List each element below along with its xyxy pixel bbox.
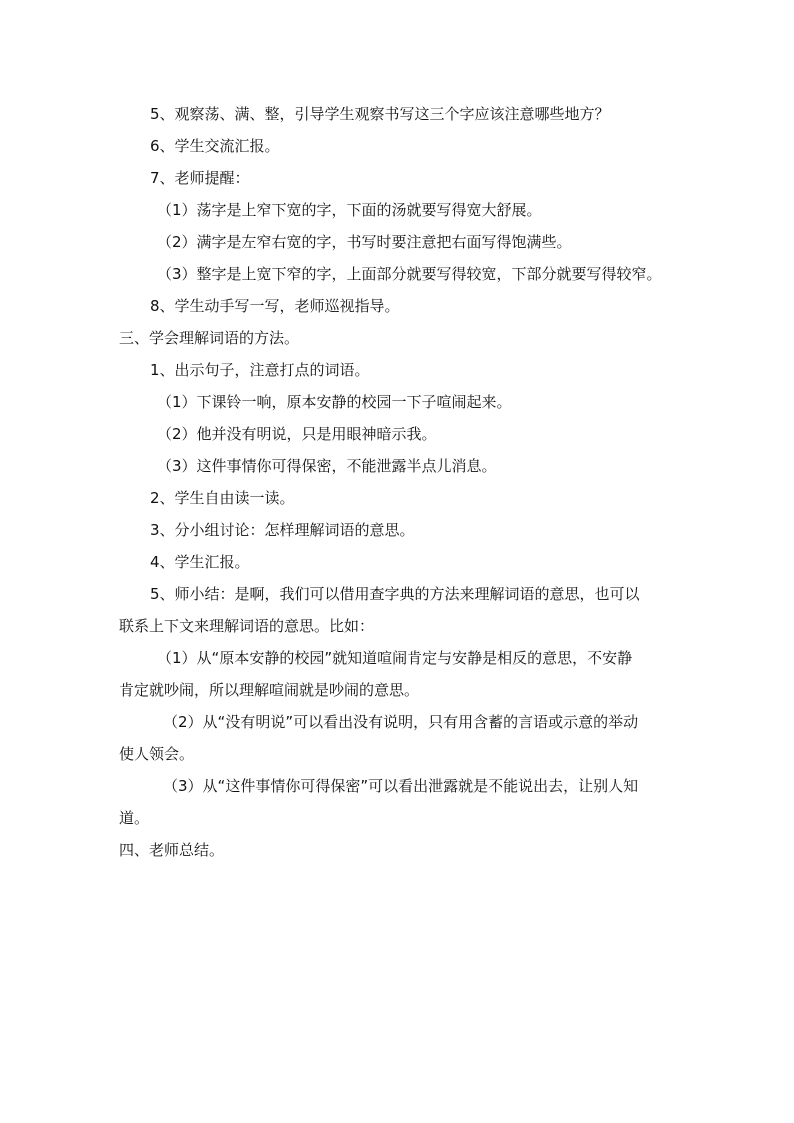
section-heading: 四、老师总结。 [119, 841, 225, 859]
text-line: 7、老师提醒： [150, 169, 250, 187]
document-body [119, 98, 679, 866]
text-line: 5、师小结：是啊，我们可以借用查字典的方法来理解词语的意思，也可以 [150, 585, 640, 603]
section-heading: 三、学会理解词语的方法。 [119, 329, 300, 347]
text-line: 2、学生自由读一读。 [150, 489, 295, 507]
text-line: （1）下课铃一响，原本安静的校园一下子喧闹起来。 [157, 393, 512, 411]
text-line: （3）整字是上宽下窄的字，上面部分就要写得较宽，下部分就要写得较窄。 [157, 265, 662, 283]
text-line: 6、学生交流汇报。 [150, 137, 280, 155]
text-line: （1）从“原本安静的校园”就知道喧闹肯定与安静是相反的意思，不安静 [157, 649, 633, 667]
text-line: （2）满字是左窄右宽的字，书写时要注意把右面写得饱满些。 [157, 233, 572, 251]
text-line: 道。 [119, 809, 150, 827]
text-line: 联系上下文来理解词语的意思。比如： [119, 617, 375, 635]
text-line: 5、观察荡、满、整，引导学生观察书写这三个字应该注意哪些地方？ [150, 105, 610, 123]
text-line: 4、学生汇报。 [150, 553, 250, 571]
text-line: 1、出示句子，注意打点的词语。 [150, 361, 370, 379]
text-line: （2）从“没有明说”可以看出没有说明，只有用含蓄的言语或示意的举动 [163, 713, 639, 731]
text-line: 使人领会。 [119, 745, 195, 763]
text-line: （3）这件事情你可得保密，不能泄露半点儿消息。 [157, 457, 497, 475]
text-line: 8、学生动手写一写，老师巡视指导。 [150, 297, 400, 315]
text-line: （3）从“这件事情你可得保密”可以看出泄露就是不能说出去，让别人知 [163, 777, 639, 795]
text-line: 3、分小组讨论：怎样理解词语的意思。 [150, 521, 415, 539]
text-line: （1）荡字是上窄下宽的字，下面的汤就要写得宽大舒展。 [157, 201, 542, 219]
text-line: 肯定就吵闹，所以理解喧闹就是吵闹的意思。 [119, 681, 420, 699]
text-line: （2）他并没有明说，只是用眼神暗示我。 [157, 425, 437, 443]
